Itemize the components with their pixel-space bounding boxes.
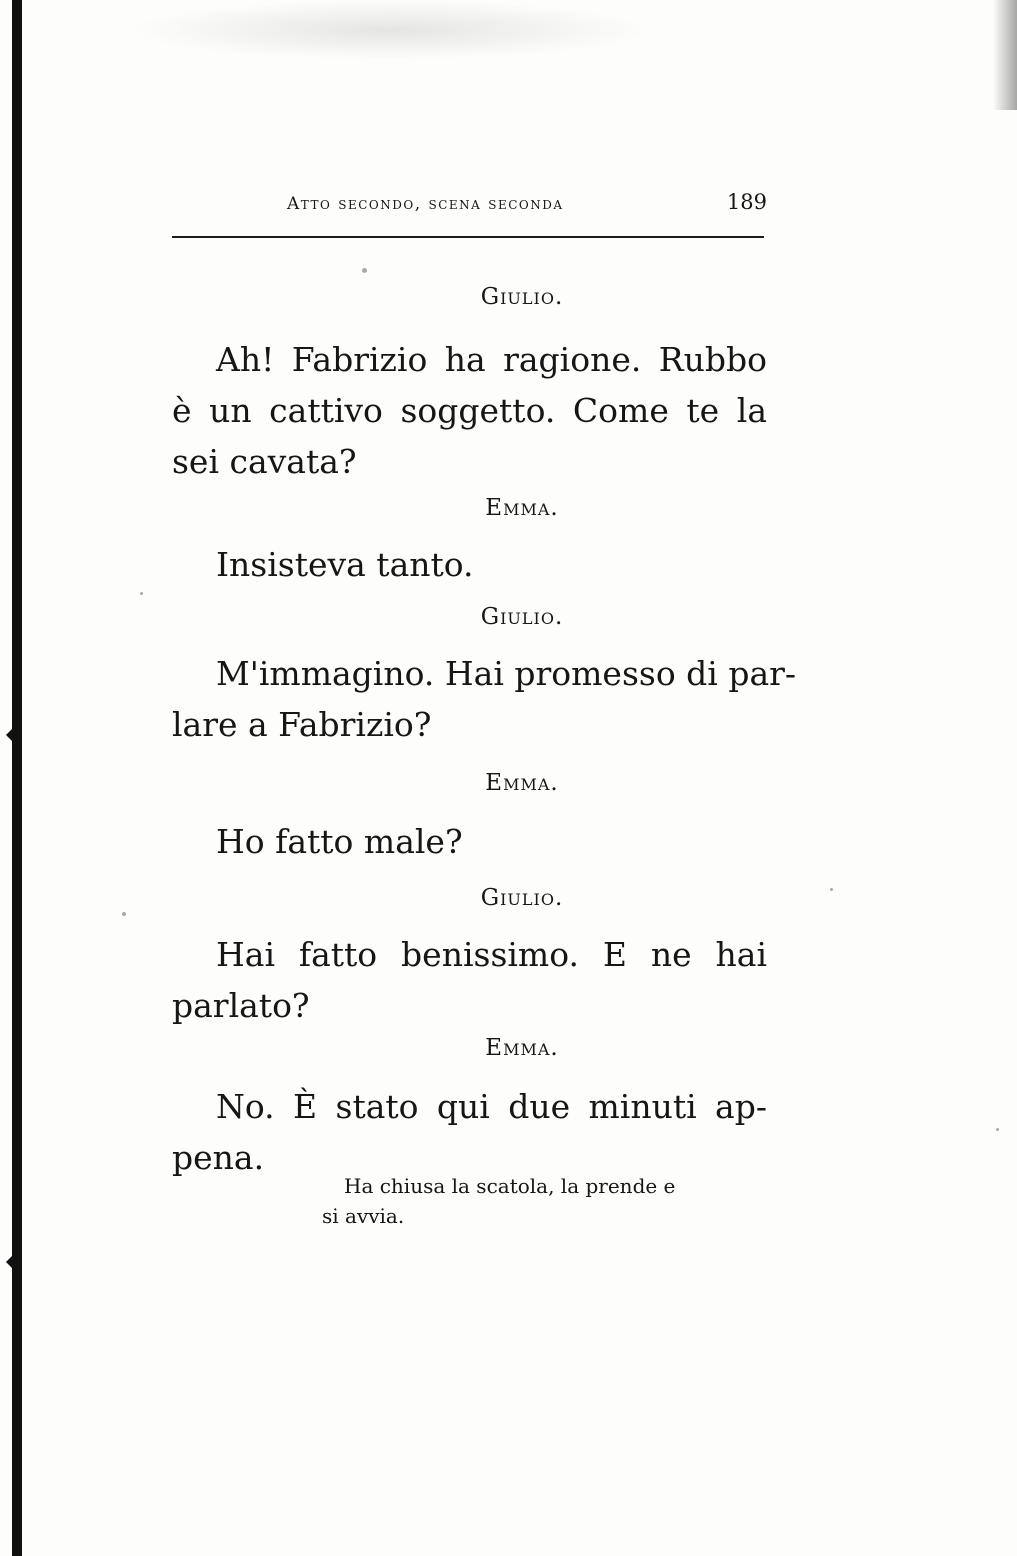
speech — [172, 929, 767, 1031]
header-rule — [172, 236, 764, 238]
speech — [172, 816, 767, 867]
speaker-name: Giulio. — [480, 284, 564, 310]
ink-speck — [362, 268, 367, 273]
binding-notch — [6, 725, 16, 745]
speaker-name: Emma. — [485, 495, 559, 521]
ink-speck — [140, 592, 143, 595]
speech-line: No. È stato qui due minuti ap- — [216, 1087, 767, 1126]
dialogue-body — [172, 282, 797, 1231]
binding-edge — [12, 0, 22, 1556]
binding-notch — [6, 1252, 16, 1272]
speech-line: è un cattivo soggetto. Come te la — [172, 391, 767, 430]
speech — [172, 334, 767, 487]
speech-line: lare a Fabrizio? — [172, 705, 432, 744]
stage-direction-line: Ha chiusa la scatola, la prende e — [344, 1174, 676, 1198]
speaker-name: Giulio. — [480, 604, 564, 630]
speech-line: pena. — [172, 1138, 265, 1177]
speech-line: Insisteva tanto. — [216, 545, 474, 584]
speaker-name: Giulio. — [480, 885, 564, 911]
page-number: 189 — [726, 190, 767, 214]
ink-speck — [122, 912, 126, 916]
stage-direction-line: si avvia. — [322, 1204, 405, 1228]
speech-line: Ho fatto male? — [216, 822, 463, 861]
speech — [172, 539, 767, 590]
page-stain — [993, 0, 1017, 110]
running-head — [172, 190, 767, 226]
speech — [172, 1081, 767, 1183]
speech — [172, 648, 797, 750]
ink-speck — [830, 888, 833, 891]
speech-line: parlato? — [172, 986, 310, 1025]
speech-line: M'immagino. Hai promesso di par- — [216, 654, 797, 693]
ink-speck — [996, 1128, 999, 1131]
speech-line: Ah! Fabrizio ha ragione. Rubbo — [216, 340, 767, 379]
speaker-name: Emma. — [485, 1035, 559, 1061]
speech-line: Hai fatto benissimo. E ne hai — [216, 935, 767, 974]
page-stain — [130, 0, 650, 60]
speaker-name: Emma. — [485, 770, 559, 796]
speech-line: sei cavata? — [172, 442, 357, 481]
running-title: Atto secondo, scena seconda — [287, 194, 564, 214]
